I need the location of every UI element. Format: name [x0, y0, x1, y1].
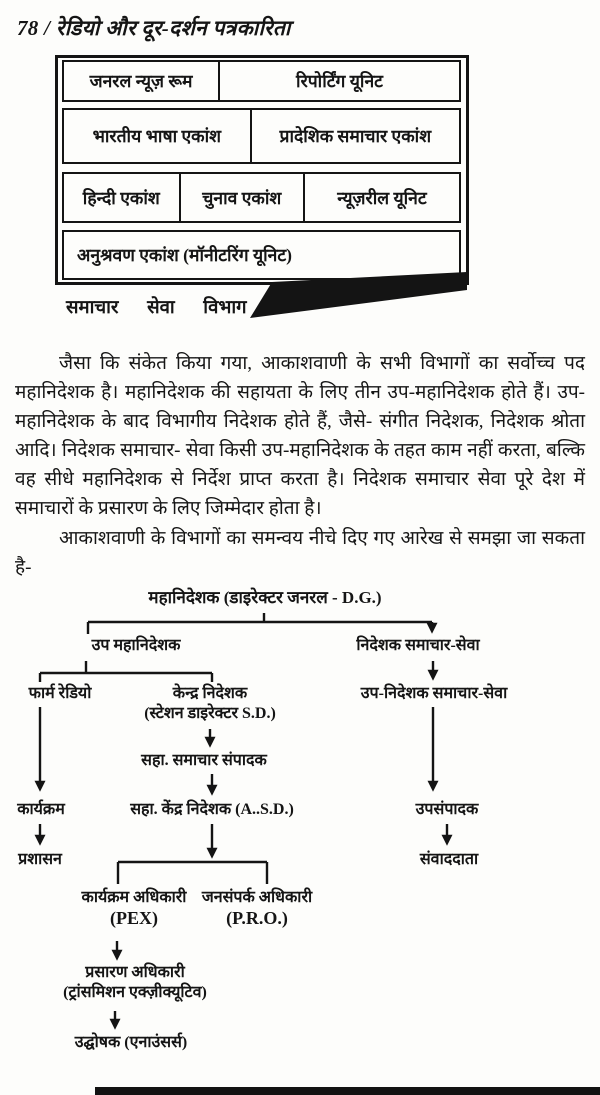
org-node-director-news-service: निदेशक समाचार-सेवा	[356, 637, 480, 654]
org-node-programme-executive: कार्यक्रम अधिकारी (PEX)	[81, 889, 187, 928]
org-node-dy-director-news-service: उप-निदेशक समाचार-सेवा	[360, 685, 508, 702]
body-paragraph: जैसा कि संकेत किया गया, आकाशवाणी के सभी विभागों का सर्वोच्च पद महानिदेशक है। महानिदेशक की सहायता के लिए तीन उप-महानिदेशक होते हैं। उप-महानिदेशक के बाद विभागीय निदेशक होते हैं, जैसे- संगीत निदेशक, निदेशक श्रोता आदि। निदेशक समाचार- सेवा किसी उप-महानिदेशक के तहत काम नहीं करता, बल्कि वह सीधे महानिदेशक से निर्देश प्राप्त करता है। निदेशक समाचार सेवा पूरे देश में समाचारों के प्रसारण के लिए जिम्मेदार होता है।	[15, 353, 585, 519]
body-paragraph: आकाशवाणी के विभागों का समन्वय नीचे दिए गए आरेख से समझा जा सकता है-	[15, 528, 585, 578]
org-node-sub-editor: उपसंपादक	[415, 801, 479, 818]
org-node-director-general: महानिदेशक (डाइरेक्टर जनरल - D.G.)	[148, 588, 382, 607]
org-node-correspondent: संवाददाता	[419, 851, 479, 868]
org-node-programme: कार्यक्रम	[17, 801, 65, 818]
org-node-administration: प्रशासन	[18, 851, 62, 868]
org-node-public-relations-officer: जनसंपर्क अधिकारी (P.R.O.)	[201, 889, 313, 928]
page-header: 78 / रेडियो और दूर-दर्शन पत्रकारिता	[17, 16, 291, 40]
table-cell: हिन्दी एकांश	[82, 187, 160, 208]
table-caption: समाचार सेवा विभाग	[66, 298, 247, 318]
org-node-dy-director-general: उप महानिदेशक	[91, 637, 181, 654]
org-node-asst-station-director: सहा. केंद्र निदेशक (A..S.D.)	[130, 801, 294, 818]
scan-edge-artifact	[95, 1087, 600, 1095]
org-node-asst-news-editor: सहा. समाचार संपादक	[141, 752, 267, 769]
table-cell: चुनाव एकांश	[179, 174, 303, 221]
org-node-farm-radio: फार्म रेडियो	[28, 685, 92, 702]
table-cell: अनुश्रवण एकांश (मॉनीटरिंग यूनिट)	[77, 245, 293, 265]
table-cell: जनरल न्यूज़ रूम	[89, 71, 193, 91]
org-node-announcer: उद्घोषक (एनाउंसर्स)	[74, 1034, 188, 1051]
org-node-station-director: केन्द्र निदेशक (स्टेशन डाइरेक्टर S.D.)	[144, 685, 276, 722]
table-cell: प्रादेशिक समाचार एकांश	[250, 110, 459, 162]
org-node-transmission-executive: प्रसारण अधिकारी (ट्रांसमिशन एक्ज़ीक्यूटिव)	[63, 964, 207, 1001]
table-cell: न्यूज़रील यूनिट	[303, 174, 459, 221]
table-cell: भारतीय भाषा एकांश	[92, 126, 222, 146]
table-cell: रिपोर्टिंग यूनिट	[218, 62, 459, 100]
